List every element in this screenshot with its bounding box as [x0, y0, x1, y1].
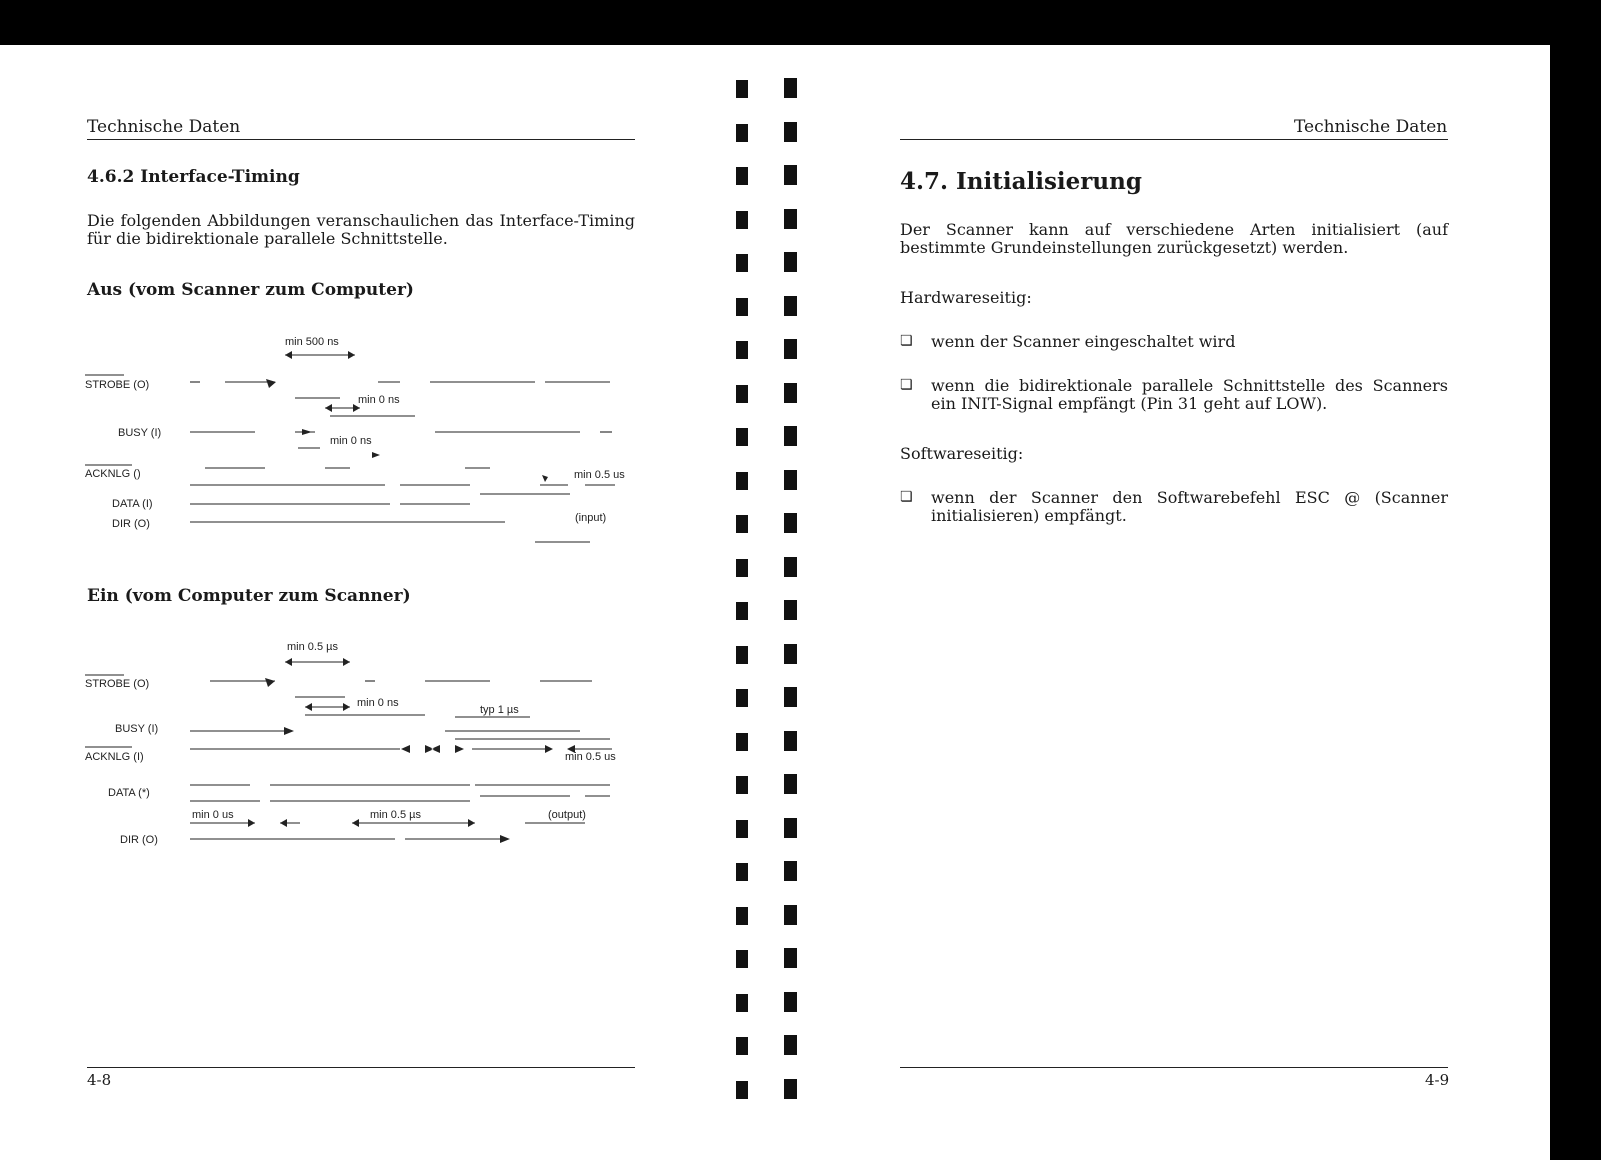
spiral-coil	[736, 820, 748, 838]
signal-label-busy: BUSY (I)	[118, 427, 162, 439]
timing-diagram-out	[80, 330, 650, 550]
annot-min-0ns-b: min 0 ns	[330, 435, 372, 447]
spiral-coil	[784, 426, 797, 446]
diagram-out-title: Aus (vom Scanner zum Computer)	[87, 280, 414, 300]
spiral-coil	[736, 472, 748, 490]
initialisierung-intro: Der Scanner kann auf verschiedene Arten initialisiert (auf bestimmte Grundeinstellungen zurückgesetzt) werden.	[900, 220, 1448, 257]
spiral-coil	[784, 252, 797, 272]
signal-label-data: DATA (I)	[112, 498, 153, 510]
right-running-header: Technische Daten	[1294, 117, 1448, 137]
spiral-coil	[736, 863, 748, 881]
spiral-coil	[784, 513, 797, 533]
spiral-coil	[784, 905, 797, 925]
spiral-coil	[736, 733, 748, 751]
bullet-icon: ❏	[900, 489, 913, 505]
spiral-coil	[784, 1035, 797, 1055]
spiral-coil	[736, 907, 748, 925]
spiral-coil	[784, 948, 797, 968]
spiral-coil	[784, 383, 797, 403]
left-page-number: 4-8	[87, 1071, 112, 1089]
spiral-coil	[784, 78, 797, 98]
annot-min-0-5us-a: min 0.5 us	[574, 469, 625, 481]
signal-label-data-in: DATA (*)	[108, 787, 150, 799]
spiral-coil	[784, 470, 797, 490]
hardware-item: wenn der Scanner eingeschaltet wird	[931, 332, 1236, 351]
right-header-rule	[900, 139, 1448, 140]
spiral-coil	[784, 774, 797, 794]
spiral-coil	[784, 1079, 797, 1099]
spiral-coil	[736, 167, 748, 185]
software-item: wenn der Scanner den Softwarebefehl ESC @ (Scanner initialisieren) empfängt.	[931, 488, 1448, 525]
spiral-coil	[784, 122, 797, 142]
signal-label-acknlg-in: ACKNLG (I)	[85, 751, 144, 763]
spiral-coil	[736, 950, 748, 968]
signal-label-strobe: STROBE (O)	[85, 379, 150, 391]
spiral-coil	[736, 341, 748, 359]
right-page-number: 4-9	[1425, 1071, 1450, 1089]
spiral-coil	[736, 559, 748, 577]
annot-min-0ns-a: min 0 ns	[358, 394, 400, 406]
annot-min-0-5us-c: min 0.5 µs	[370, 809, 421, 821]
bullet-icon: ❏	[900, 377, 913, 393]
diagram-in-title: Ein (vom Computer zum Scanner)	[87, 586, 411, 606]
signal-label-dir-in: DIR (O)	[120, 834, 158, 846]
spiral-coil	[784, 296, 797, 316]
annot-min-0ns-in: min 0 ns	[357, 697, 399, 709]
bullet-icon: ❏	[900, 333, 913, 349]
section-title-4-7: 4.7. Initialisierung	[900, 168, 1142, 195]
spiral-coil	[736, 994, 748, 1012]
annot-min-0-5us-b: min 0.5 us	[565, 751, 616, 763]
left-footer-rule	[87, 1067, 635, 1068]
right-footer-rule	[900, 1067, 1448, 1068]
spiral-coil	[736, 298, 748, 316]
interface-timing-intro: Die folgenden Abbildungen veranschaulichen das Interface-Timing für die bidirektionale parallele Schnittstelle.	[87, 211, 635, 248]
signal-label-strobe-in: STROBE (O)	[85, 678, 150, 690]
spiral-coil	[736, 515, 748, 533]
spiral-coil	[736, 428, 748, 446]
annot-min-500ns: min 500 ns	[285, 336, 339, 348]
spiral-coil	[736, 1037, 748, 1055]
left-running-header: Technische Daten	[87, 117, 241, 137]
annot-input: (input)	[575, 512, 607, 524]
annot-min-0-5us-top: min 0.5 µs	[287, 641, 338, 653]
signal-label-busy-in: BUSY (I)	[115, 723, 159, 735]
spiral-coil	[784, 731, 797, 751]
spiral-coil	[784, 818, 797, 838]
software-label: Softwareseitig:	[900, 444, 1024, 463]
spiral-coil	[784, 687, 797, 707]
spiral-coil	[784, 339, 797, 359]
spiral-coil	[784, 209, 797, 229]
scan-right-border	[1550, 0, 1601, 1160]
spiral-coil	[736, 602, 748, 620]
spiral-coil	[736, 776, 748, 794]
spiral-coil	[784, 861, 797, 881]
spiral-coil	[736, 124, 748, 142]
spiral-coil	[784, 600, 797, 620]
signal-label-dir: DIR (O)	[112, 518, 150, 530]
spiral-coil	[736, 254, 748, 272]
spiral-coil	[736, 689, 748, 707]
signal-label-acknlg: ACKNLG ()	[85, 468, 141, 480]
left-header-rule	[87, 139, 635, 140]
spiral-coil	[736, 385, 748, 403]
timing-diagram-in	[80, 635, 650, 850]
spiral-coil	[736, 211, 748, 229]
spiral-coil	[784, 557, 797, 577]
spiral-coil	[784, 992, 797, 1012]
spiral-coil	[736, 80, 748, 98]
annot-min-0us: min 0 us	[192, 809, 234, 821]
spiral-coil	[736, 646, 748, 664]
annot-output: (output)	[548, 809, 586, 821]
spiral-coil	[784, 644, 797, 664]
annot-typ-1us: typ 1 µs	[480, 704, 519, 716]
hardware-label: Hardwareseitig:	[900, 288, 1032, 307]
section-title-4-6-2: 4.6.2 Interface-Timing	[87, 167, 300, 187]
spiral-coil	[736, 1081, 748, 1099]
spiral-coil	[784, 165, 797, 185]
hardware-item: wenn die bidirektionale parallele Schnittstelle des Scanners ein INIT-Signal empfängt (Pin 31 geht auf LOW).	[931, 376, 1448, 413]
scan-top-border	[0, 0, 1601, 45]
